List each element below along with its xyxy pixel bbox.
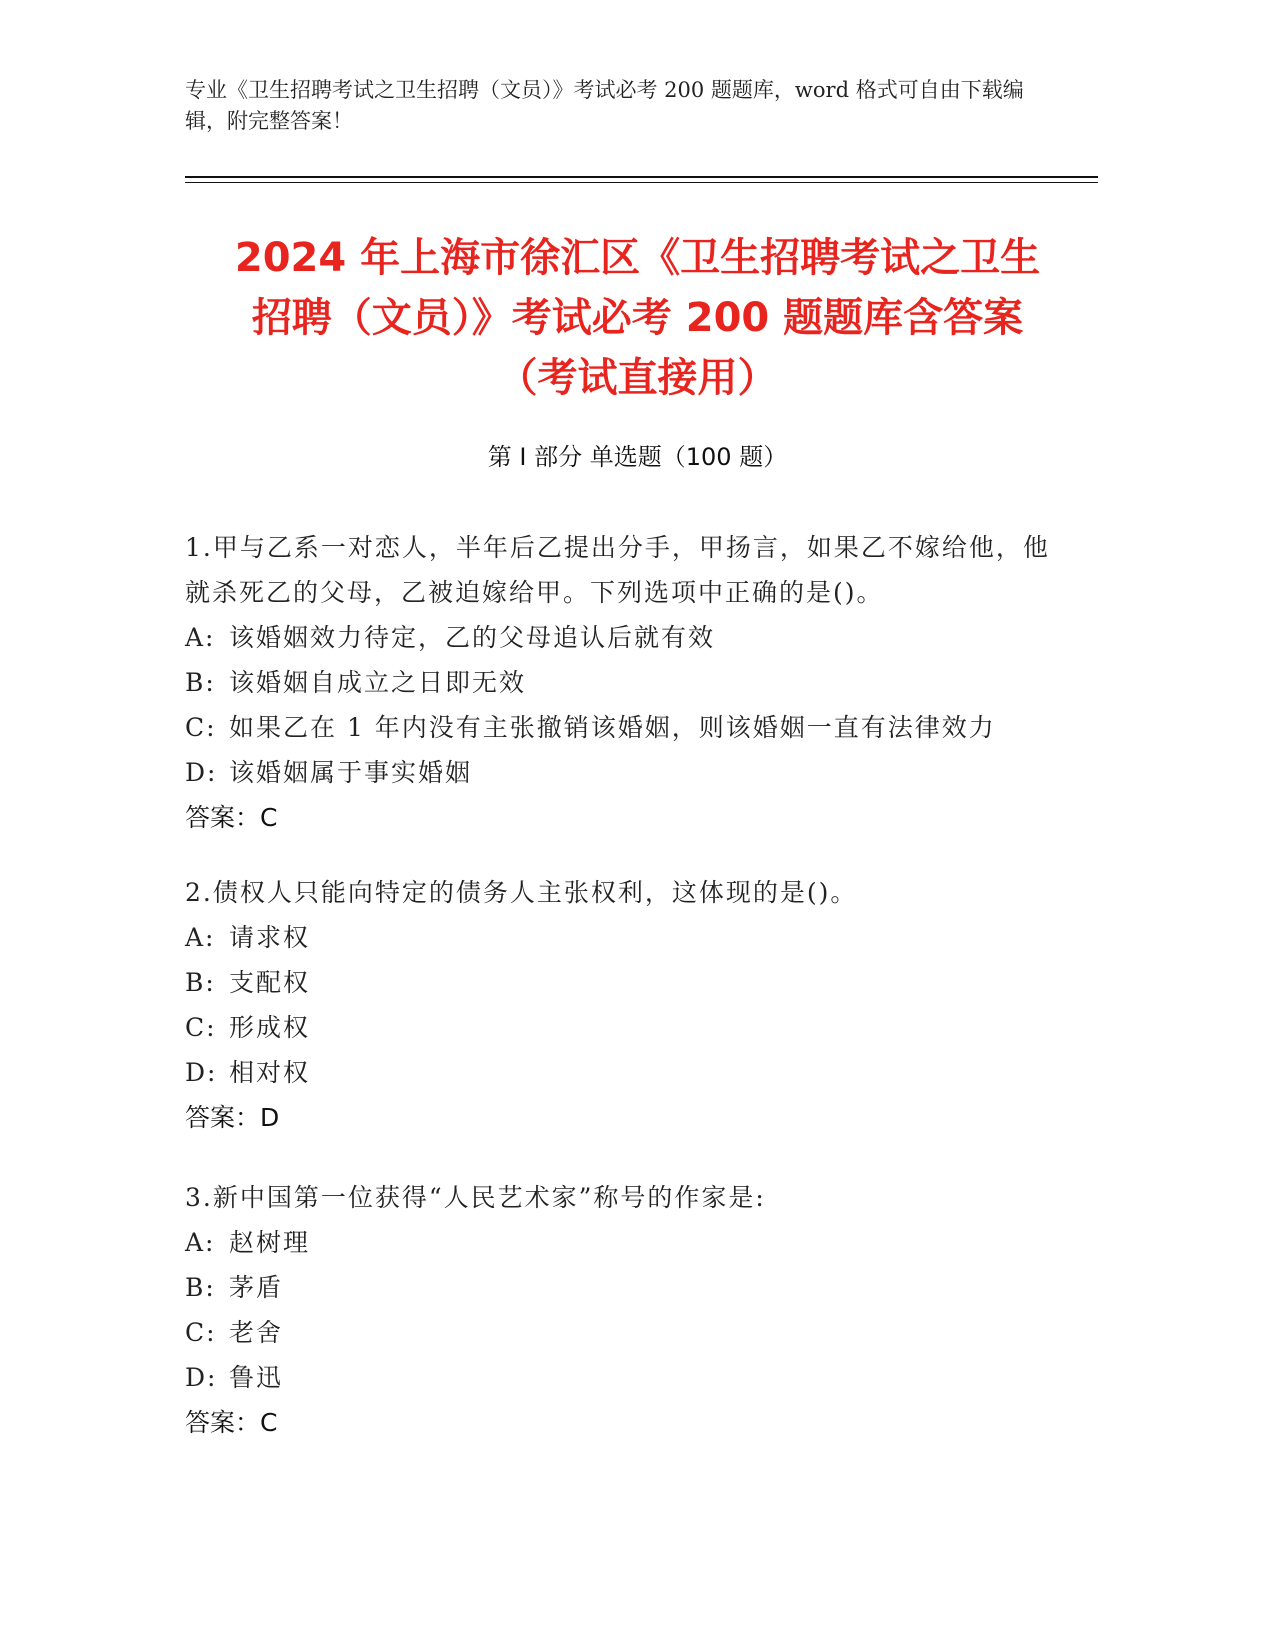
option-text: 相对权 <box>229 1058 311 1087</box>
answer-prefix: 答案： <box>185 1408 261 1437</box>
option-d <box>185 750 1075 795</box>
question-1 <box>185 525 1075 840</box>
option-c <box>185 1005 1075 1050</box>
option-letter: D: <box>185 1363 218 1392</box>
answer-prefix: 答案： <box>185 803 261 832</box>
option-a <box>185 915 1075 960</box>
option-text: 赵树理 <box>229 1228 311 1257</box>
header-rule-thick <box>185 176 1098 178</box>
option-text: 该婚姻属于事实婚姻 <box>229 758 473 787</box>
option-text: 茅盾 <box>229 1273 284 1302</box>
option-b <box>185 1265 1075 1310</box>
answer-line <box>185 1095 1075 1140</box>
option-letter: C: <box>185 713 217 742</box>
option-letter: B: <box>185 968 216 997</box>
header-note: 专业《卫生招聘考试之卫生招聘（文员）》考试必考 200 题题库，word 格式可自由下载编辑，附完整答案！ <box>185 78 1024 133</box>
question-stem: 3.新中国第一位获得“人民艺术家”称号的作家是: <box>185 1183 766 1212</box>
option-letter: B: <box>185 668 216 697</box>
option-c <box>185 1310 1075 1355</box>
answer-prefix: 答案： <box>185 1103 261 1132</box>
option-text: 如果乙在 1 年内没有主张撤销该婚姻，则该婚姻一直有法律效力 <box>229 713 996 742</box>
header-rule-thin <box>185 182 1098 183</box>
question-stem: 2.债权人只能向特定的债务人主张权利，这体现的是()。 <box>185 878 858 907</box>
section-title: 第 I 部分 单选题（100 题） <box>487 443 788 471</box>
option-letter: D: <box>185 1058 218 1087</box>
answer-value: D <box>260 1103 280 1132</box>
option-letter: C: <box>185 1318 217 1347</box>
option-text: 形成权 <box>229 1013 311 1042</box>
option-a <box>185 615 1075 660</box>
answer-value: C <box>260 1408 278 1437</box>
option-letter: A: <box>185 623 216 652</box>
document-title <box>150 228 1125 408</box>
option-b <box>185 960 1075 1005</box>
question-stem: 1.甲与乙系一对恋人，半年后乙提出分手，甲扬言，如果乙不嫁给他，他就杀死乙的父母，乙被迫嫁给甲。下列选项中正确的是()。 <box>185 533 1050 607</box>
option-text: 鲁迅 <box>229 1363 284 1392</box>
option-text: 请求权 <box>229 923 311 952</box>
answer-value: C <box>260 803 278 832</box>
option-letter: C: <box>185 1013 217 1042</box>
title-line-3: （考试直接用） <box>497 355 778 401</box>
option-c <box>185 705 1075 750</box>
option-a <box>185 1220 1075 1265</box>
question-2 <box>185 870 1075 1140</box>
option-text: 支配权 <box>229 968 311 997</box>
option-d <box>185 1050 1075 1095</box>
option-text: 该婚姻自成立之日即无效 <box>229 668 527 697</box>
title-line-1: 2024 年上海市徐汇区《卫生招聘考试之卫生 <box>234 235 1041 281</box>
option-text: 老舍 <box>229 1318 284 1347</box>
title-line-2: 招聘（文员）》考试必考 200 题题库含答案 <box>251 295 1024 341</box>
answer-line <box>185 795 1075 840</box>
answer-line <box>185 1400 1075 1445</box>
option-b <box>185 660 1075 705</box>
option-text: 该婚姻效力待定，乙的父母追认后就有效 <box>229 623 716 652</box>
question-3 <box>185 1175 1075 1445</box>
option-letter: A: <box>185 923 216 952</box>
option-letter: A: <box>185 1228 216 1257</box>
option-d <box>185 1355 1075 1400</box>
option-letter: D: <box>185 758 218 787</box>
option-letter: B: <box>185 1273 216 1302</box>
